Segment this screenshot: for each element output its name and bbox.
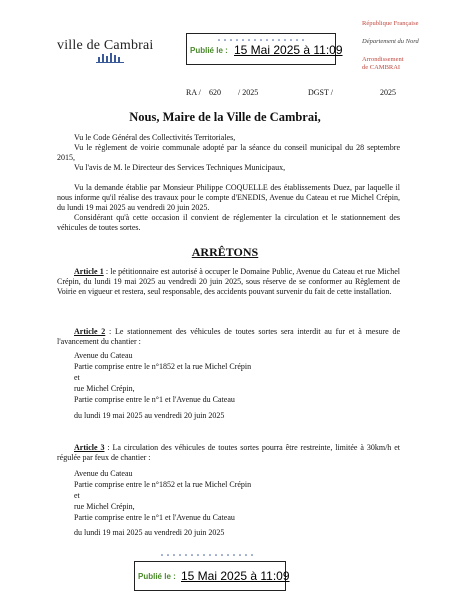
document-title: Nous, Maire de la Ville de Cambrai, (129, 110, 321, 124)
article-2-period: du lundi 19 mai 2025 au vendredi 20 juin 2025 (74, 411, 225, 420)
article-2-location (74, 350, 251, 405)
stamp-label: Publié le : (138, 572, 176, 581)
republique-label: République Française (362, 20, 419, 27)
considerant: Considérant qu'à cette occasion il convient de réglementer la circulation et le stationnement des véhicules de toutes sortes. (57, 213, 400, 232)
city-logo-icon (96, 53, 124, 63)
list-item: Partie comprise entre le n°1 et l'Avenue du Cateau (74, 395, 235, 404)
stamp-date: 15 Mai 2025 à 11:09 (234, 43, 343, 57)
article-1-text: : le pétitionnaire est autorisé à occuper le Domaine Public, Avenue du Cateau et rue Michel Crépin, du lundi 19 mai 2025 au vendredi 20 juin 2025, sous réserve de se conformer au Règlement de Voirie en vigueur et restera, seul responsable, des accidents pouvant survenir du fait de cette installation. (57, 267, 400, 296)
article-1-label: Article 1 (74, 267, 104, 276)
list-item: Partie comprise entre le n°1 et l'Avenue du Cateau (74, 513, 235, 522)
dgst-label: DGST / (308, 88, 333, 97)
vu-code: Vu le Code Général des Collectivités Territoriales, (74, 133, 236, 142)
article-2-label: Article 2 (74, 327, 106, 336)
list-item: et (74, 491, 80, 500)
arrondissement-label: Arrondissement (362, 56, 404, 63)
article-1 (57, 267, 400, 296)
list-item: Avenue du Cateau (74, 469, 133, 478)
dgst-year: 2025 (380, 88, 396, 97)
vu-reglement: Vu le règlement de voirie communale adopté par la séance du conseil municipal du 28 septembre 2015, (57, 143, 400, 162)
list-item: rue Michel Crépin, (74, 384, 135, 393)
list-item: Partie comprise entre le n°1852 et la rue Michel Crépin (74, 480, 252, 489)
city-logo-text: ville de Cambrai (57, 38, 154, 53)
list-item: Avenue du Cateau (74, 351, 133, 360)
article-2-text: : Le stationnement des véhicules de toutes sortes sera interdit au fur et à mesure de l'avancement du chantier : (57, 327, 400, 346)
publication-stamp (186, 33, 343, 65)
ra-number: 620 (209, 88, 221, 97)
article-2 (57, 327, 400, 347)
stamp-date: 15 Mai 2025 à 11:09 (181, 569, 290, 583)
article-3-location (74, 468, 251, 523)
ra-label: RA / (186, 88, 201, 97)
publication-stamp-footer (134, 561, 290, 591)
vu-avis: Vu l'avis de M. le Directeur des Services Techniques Municipaux, (74, 163, 286, 172)
article-3-label: Article 3 (74, 443, 105, 452)
list-item: Partie comprise entre le n°1852 et la rue Michel Crépin (74, 362, 252, 371)
ra-year: / 2025 (238, 88, 259, 97)
list-item: et (74, 373, 80, 382)
stamp-dots-icon (217, 38, 307, 42)
arrondissement-name: de CAMBRAI (362, 64, 401, 71)
vu-demande: Vu la demande établie par Monsieur Philippe COQUELLE des établissements Duez, par laquelle il nous informe qu'il réalise des travaux pour le compte d'ENEDIS, Avenue du Cateau et rue Michel Crépin, du lundi 19 mai 2025 au vendredi 20 juin 2025. (57, 183, 400, 212)
stamp-label: Publié le : (190, 46, 228, 55)
departement-label: Département du Nord (362, 38, 419, 45)
article-3 (57, 443, 400, 463)
arretons-heading: ARRÊTONS (191, 245, 259, 259)
article-3-period: du lundi 19 mai 2025 au vendredi 20 juin 2025 (74, 528, 225, 537)
list-item: rue Michel Crépin, (74, 502, 135, 511)
stamp-dots-icon (160, 553, 255, 557)
article-3-text: : La circulation des véhicules de toutes sortes pourra être restreinte, limitée à 30km/h et régulée par feux de chantier : (57, 443, 400, 462)
